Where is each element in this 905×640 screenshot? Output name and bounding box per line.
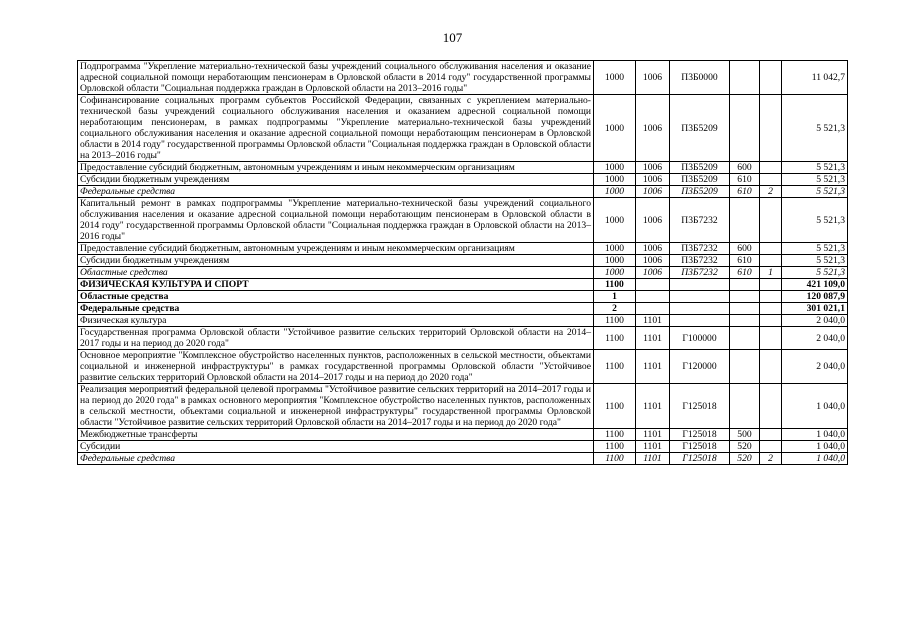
row-name: Реализация мероприятий федеральной целевой программы "Устойчивое развитие сельских территорий на 2014–2017 годы и на период до 2020 года" в рамках основного мероприятия "Комплексное обустройство населенных пунктов, расположенных в сельской местности, объектами социальной и инженерной инфраструктуры" государственной программы Орловской области "Устойчивое развитие сельских территорий Орловской области на 2014–2017 годы и на период до 2020 года" xyxy=(78,384,594,429)
expense-type-code: 610 xyxy=(730,267,760,279)
budget-table-body xyxy=(78,61,848,465)
funding-source-code xyxy=(760,279,782,291)
table-row xyxy=(78,174,848,186)
subsection-code: 1101 xyxy=(636,429,670,441)
expense-type-code xyxy=(730,95,760,162)
amount: 5 521,3 xyxy=(782,243,848,255)
target-article-code xyxy=(670,303,730,315)
section-code: 1000 xyxy=(594,162,636,174)
table-row xyxy=(78,198,848,243)
funding-source-code: 2 xyxy=(760,186,782,198)
target-article-code: П3Б5209 xyxy=(670,186,730,198)
row-name: Субсидии бюджетным учреждениям xyxy=(78,255,594,267)
expense-type-code xyxy=(730,291,760,303)
funding-source-code xyxy=(760,315,782,327)
expense-type-code: 520 xyxy=(730,453,760,465)
expense-type-code: 610 xyxy=(730,255,760,267)
funding-source-code xyxy=(760,198,782,243)
subsection-code: 1101 xyxy=(636,441,670,453)
table-row xyxy=(78,267,848,279)
amount: 1 040,0 xyxy=(782,384,848,429)
table-row xyxy=(78,186,848,198)
funding-source-code xyxy=(760,429,782,441)
section-code: 1000 xyxy=(594,174,636,186)
section-code: 1100 xyxy=(594,279,636,291)
expense-type-code: 600 xyxy=(730,243,760,255)
subsection-code: 1101 xyxy=(636,453,670,465)
table-row xyxy=(78,243,848,255)
amount: 5 521,3 xyxy=(782,198,848,243)
funding-source-code: 1 xyxy=(760,267,782,279)
section-code: 1000 xyxy=(594,61,636,95)
subsection-code: 1006 xyxy=(636,243,670,255)
row-name: Субсидии бюджетным учреждениям xyxy=(78,174,594,186)
target-article-code: Г125018 xyxy=(670,441,730,453)
subsection-code: 1101 xyxy=(636,384,670,429)
subsection-code: 1006 xyxy=(636,174,670,186)
table-row xyxy=(78,303,848,315)
subsection-code: 1006 xyxy=(636,255,670,267)
funding-source-code xyxy=(760,350,782,384)
target-article-code: П3Б5209 xyxy=(670,162,730,174)
target-article-code: П3Б7232 xyxy=(670,198,730,243)
amount: 1 040,0 xyxy=(782,441,848,453)
table-row xyxy=(78,61,848,95)
subsection-code: 1006 xyxy=(636,186,670,198)
amount: 1 040,0 xyxy=(782,429,848,441)
section-code: 1100 xyxy=(594,384,636,429)
subsection-code xyxy=(636,303,670,315)
table-row xyxy=(78,291,848,303)
table-row xyxy=(78,279,848,291)
section-code: 1000 xyxy=(594,198,636,243)
target-article-code xyxy=(670,279,730,291)
target-article-code: П3Б7232 xyxy=(670,243,730,255)
section-code: 1100 xyxy=(594,315,636,327)
amount: 1 040,0 xyxy=(782,453,848,465)
target-article-code: Г100000 xyxy=(670,327,730,350)
section-code: 1100 xyxy=(594,327,636,350)
row-name: Предоставление субсидий бюджетным, автономным учреждениям и иным некоммерческим организациям xyxy=(78,243,594,255)
target-article-code: П3Б7232 xyxy=(670,267,730,279)
expense-type-code xyxy=(730,198,760,243)
amount: 2 040,0 xyxy=(782,350,848,384)
table-row xyxy=(78,384,848,429)
table-row xyxy=(78,453,848,465)
target-article-code: П3Б5209 xyxy=(670,95,730,162)
expense-type-code: 520 xyxy=(730,441,760,453)
subsection-code: 1006 xyxy=(636,95,670,162)
row-name: Основное мероприятие "Комплексное обустройство населенных пунктов, расположенных в сельской местности, объектами социальной и инженерной инфраструктуры" в рамках государственной программы Орловской области "Устойчивое развитие сельских территорий Орловской области на 2014–2017 годы и на период до 2020 года" xyxy=(78,350,594,384)
expense-type-code xyxy=(730,327,760,350)
section-code: 1000 xyxy=(594,186,636,198)
funding-source-code xyxy=(760,303,782,315)
row-name: Физическая культура xyxy=(78,315,594,327)
section-code: 2 xyxy=(594,303,636,315)
row-name: Областные средства xyxy=(78,291,594,303)
row-name: Подпрограмма "Укрепление материально-технической базы учреждений социального обслуживания населения и оказание адресной социальной помощи неработающим пенсионерам в Орловской области в 2014 году" государственной программы Орловской области "Социальная поддержка граждан в Орловской области на 2013–2016 годы" xyxy=(78,61,594,95)
section-code: 1100 xyxy=(594,350,636,384)
subsection-code: 1006 xyxy=(636,61,670,95)
funding-source-code xyxy=(760,174,782,186)
table-row xyxy=(78,350,848,384)
table-row xyxy=(78,255,848,267)
expense-type-code xyxy=(730,61,760,95)
expense-type-code: 500 xyxy=(730,429,760,441)
funding-source-code xyxy=(760,243,782,255)
target-article-code: Г125018 xyxy=(670,384,730,429)
table-row xyxy=(78,441,848,453)
subsection-code xyxy=(636,291,670,303)
funding-source-code xyxy=(760,162,782,174)
section-code: 1000 xyxy=(594,243,636,255)
section-code: 1000 xyxy=(594,95,636,162)
row-name: Капитальный ремонт в рамках подпрограммы "Укрепление материально-технической базы учреждений социального обслуживания населения и оказание адресной социальной помощи неработающим пенсионерам в Орловской области в 2014 году" государственной программы Орловской области "Социальная поддержка граждан в Орловской области на 2013–2016 годы" xyxy=(78,198,594,243)
amount: 5 521,3 xyxy=(782,95,848,162)
funding-source-code: 2 xyxy=(760,453,782,465)
funding-source-code xyxy=(760,441,782,453)
funding-source-code xyxy=(760,327,782,350)
row-name: Федеральные средства xyxy=(78,186,594,198)
amount: 2 040,0 xyxy=(782,327,848,350)
page-number: 107 xyxy=(442,30,463,45)
subsection-code: 1101 xyxy=(636,327,670,350)
row-name: Федеральные средства xyxy=(78,303,594,315)
row-name: Софинансирование социальных программ субъектов Российской Федерации, связанных с укреплением материально-технической базы учреждений социального обслуживания населения и оказанием адресной социальной помощи неработающим пенсионерам, в рамках подпрограммы "Укрепление материально-технической базы учреждений социального обслуживания населения и оказание адресной социальной помощи неработающим пенсионерам в Орловской области в 2014 году" государственной программы Орловской области "Социальная поддержка граждан в Орловской области на 2013–2016 годы" xyxy=(78,95,594,162)
table-row xyxy=(78,95,848,162)
expense-type-code: 600 xyxy=(730,162,760,174)
table-row xyxy=(78,315,848,327)
expense-type-code xyxy=(730,279,760,291)
row-name: Государственная программа Орловской области "Устойчивое развитие сельских территорий Орловской области на 2014–2017 годы и на период до 2020 года" xyxy=(78,327,594,350)
funding-source-code xyxy=(760,384,782,429)
expense-type-code xyxy=(730,384,760,429)
subsection-code: 1006 xyxy=(636,162,670,174)
amount: 5 521,3 xyxy=(782,174,848,186)
funding-source-code xyxy=(760,291,782,303)
amount: 301 021,1 xyxy=(782,303,848,315)
table-row xyxy=(78,327,848,350)
row-name: Областные средства xyxy=(78,267,594,279)
target-article-code: П3Б5209 xyxy=(670,174,730,186)
row-name: Федеральные средства xyxy=(78,453,594,465)
table-row xyxy=(78,162,848,174)
target-article-code: П3Б7232 xyxy=(670,255,730,267)
expense-type-code xyxy=(730,315,760,327)
subsection-code: 1006 xyxy=(636,198,670,243)
expense-type-code xyxy=(730,350,760,384)
target-article-code: Г125018 xyxy=(670,453,730,465)
expense-type-code: 610 xyxy=(730,186,760,198)
row-name: Межбюджетные трансферты xyxy=(78,429,594,441)
amount: 11 042,7 xyxy=(782,61,848,95)
section-code: 1100 xyxy=(594,441,636,453)
amount: 5 521,3 xyxy=(782,186,848,198)
amount: 5 521,3 xyxy=(782,255,848,267)
subsection-code: 1006 xyxy=(636,267,670,279)
target-article-code: Г120000 xyxy=(670,350,730,384)
subsection-code: 1101 xyxy=(636,350,670,384)
row-name: ФИЗИЧЕСКАЯ КУЛЬТУРА И СПОРТ xyxy=(78,279,594,291)
budget-table xyxy=(77,60,848,465)
row-name: Субсидии xyxy=(78,441,594,453)
target-article-code: Г125018 xyxy=(670,429,730,441)
target-article-code: П3Б0000 xyxy=(670,61,730,95)
target-article-code xyxy=(670,315,730,327)
amount: 5 521,3 xyxy=(782,267,848,279)
funding-source-code xyxy=(760,95,782,162)
subsection-code: 1101 xyxy=(636,315,670,327)
amount: 2 040,0 xyxy=(782,315,848,327)
section-code: 1 xyxy=(594,291,636,303)
table-row xyxy=(78,429,848,441)
funding-source-code xyxy=(760,255,782,267)
funding-source-code xyxy=(760,61,782,95)
expense-type-code: 610 xyxy=(730,174,760,186)
subsection-code xyxy=(636,279,670,291)
amount: 421 109,0 xyxy=(782,279,848,291)
expense-type-code xyxy=(730,303,760,315)
section-code: 1100 xyxy=(594,429,636,441)
amount: 120 087,9 xyxy=(782,291,848,303)
target-article-code xyxy=(670,291,730,303)
section-code: 1100 xyxy=(594,453,636,465)
row-name: Предоставление субсидий бюджетным, автономным учреждениям и иным некоммерческим организациям xyxy=(78,162,594,174)
section-code: 1000 xyxy=(594,255,636,267)
amount: 5 521,3 xyxy=(782,162,848,174)
section-code: 1000 xyxy=(594,267,636,279)
